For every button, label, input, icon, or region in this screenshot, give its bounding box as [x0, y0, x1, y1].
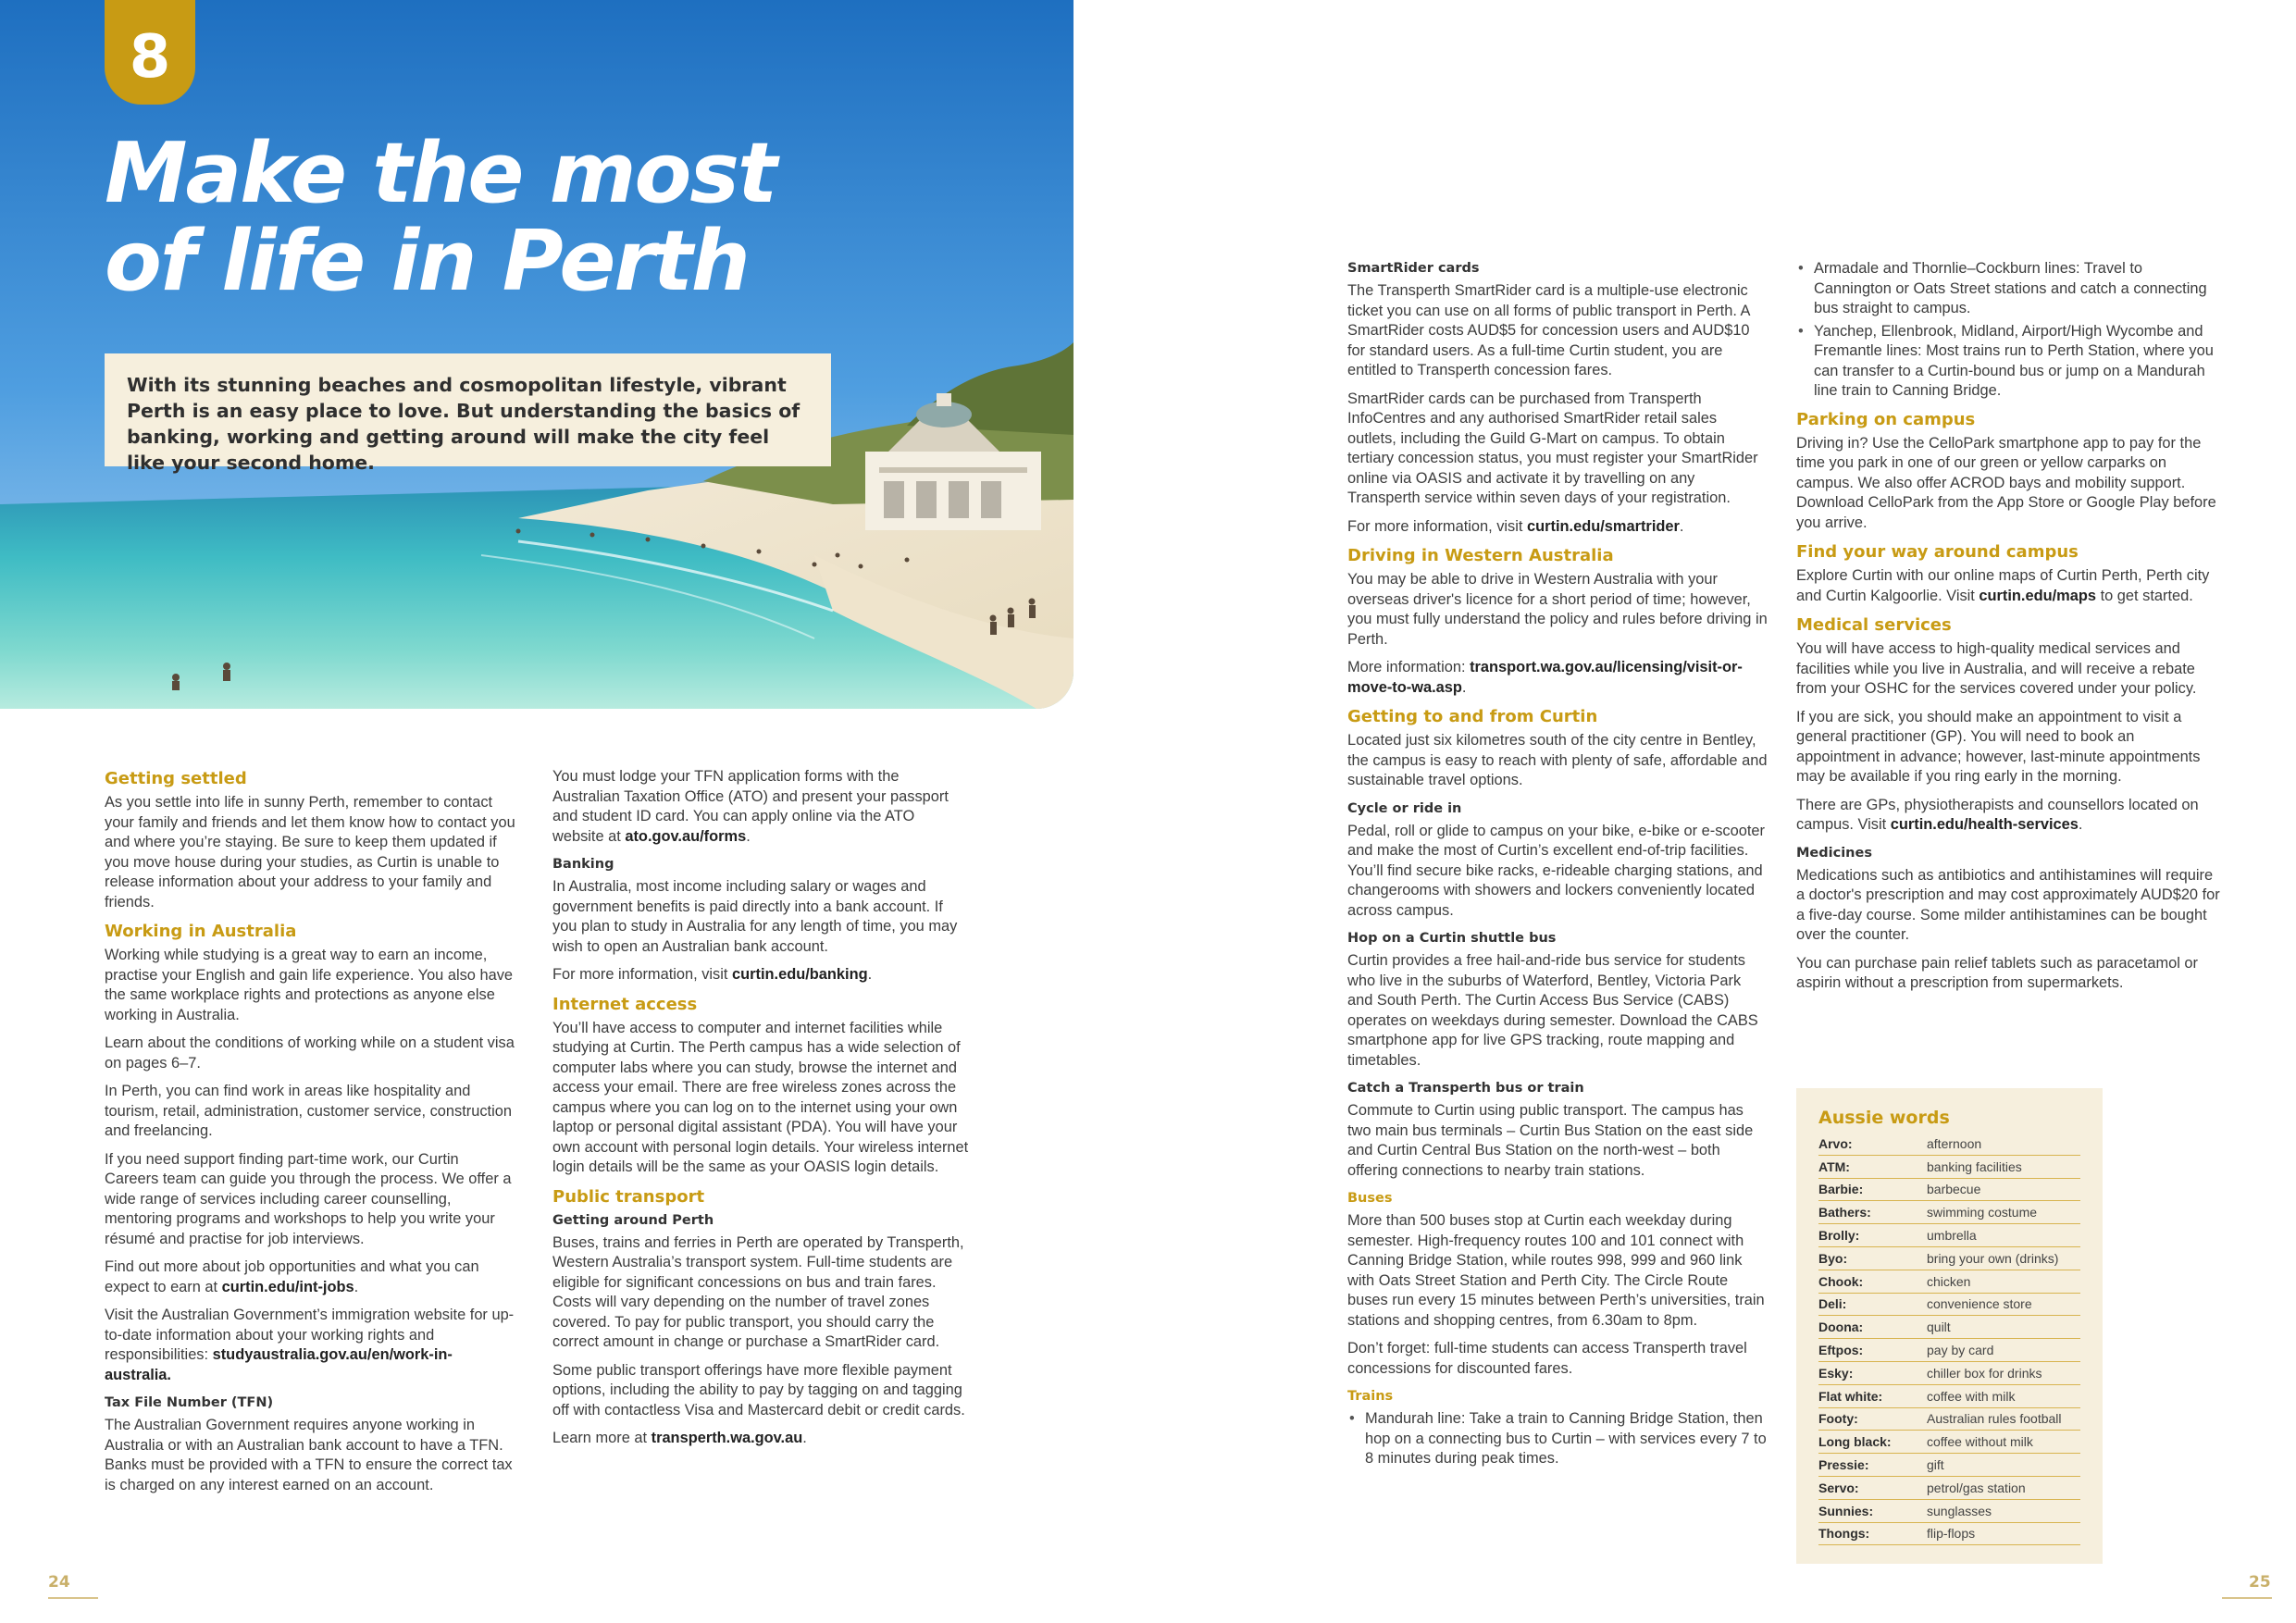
public-transport-paragraph-1: Buses, trains and ferries in Perth are operated by Transperth, Western Australia’s transport system. Full-time students are eligible for significant concessions on bus and train fares. Costs will vary depending on the number of travel zones covered. To pay for public transport, you should carry the correct amount in change or purchase a SmartRider card. — [552, 1233, 964, 1350]
glossary-definition: umbrella — [1927, 1228, 1977, 1244]
glossary-term: Bathers: — [1818, 1205, 1871, 1220]
public-transport-more — [552, 1429, 969, 1449]
column-4 — [1796, 259, 2222, 1002]
trains-list-item: • Mandurah line: Take a train to Canning Bridge Station, then hop on a connecting bus to Curtin – with services every 7 to 8 minutes during peak times. — [1347, 1409, 1769, 1469]
glossary-row — [1818, 1408, 2080, 1431]
smartrider-more — [1347, 517, 1769, 538]
glossary-definition: afternoon — [1927, 1135, 1982, 1151]
working-paragraph-6 — [105, 1306, 516, 1385]
page-title-line1: Make the most — [105, 125, 776, 222]
heading-smartrider: SmartRider cards — [1347, 261, 1480, 276]
heading-getting-to-curtin: Getting to and from Curtin — [1347, 707, 1598, 726]
glossary-definition: chiller box for drinks — [1927, 1365, 2042, 1381]
medicines-paragraph-1: Medications such as antibiotics and antihistamines will require a doctor's prescription and may cost approximately AUD$20 for a five-day course. Some milder antihistamines can be bought over the counter. — [1796, 866, 2220, 943]
glossary-row — [1818, 1477, 2080, 1500]
glossary-term: Long black: — [1818, 1434, 1892, 1450]
smartrider-paragraph-1: The Transperth SmartRider card is a multiple-use electronic ticket you can use on all forms of public transport in Perth. A SmartRider costs AUD$5 for concession users and AUD$10 for standard users. As a full-time Curtin student, you are entitled to Transperth concession fares. — [1347, 282, 1750, 378]
glossary-row — [1818, 1385, 2080, 1408]
transperth-more-end: . — [802, 1430, 807, 1446]
working-p5-end: . — [354, 1278, 359, 1295]
working-paragraph-2: Learn about the conditions of working while on a student visa on pages 6–7. — [105, 1035, 515, 1072]
glossary-definition: convenience store — [1927, 1296, 2032, 1312]
getting-settled-body: As you settle into life in sunny Perth, remember to contact your family and friends and let them know how to contact you and where you’re staying. Be sure to keep them updated if you move house during your studies, as Curtin is unable to release information about your address to your family and friends. — [105, 794, 515, 911]
getting-to-body: Located just six kilometres south of the city centre in Bentley, the campus is easy to reach with plenty of safe, affordable and sustainable travel options. — [1347, 732, 1768, 788]
find-way-body — [1796, 566, 2222, 606]
heading-buses: Buses — [1347, 1191, 1393, 1206]
working-paragraph-4: If you need support finding part-time work, our Curtin Careers team can guide you through the process. We offer a wide range of services including career counselling, mentoring programs and workshops to help you write your résumé and practise for job interviews. — [105, 1150, 512, 1247]
chapter-number-tab: 8 — [105, 0, 195, 105]
glossary-definition: Australian rules football — [1927, 1411, 2062, 1427]
glossary-term: Arvo: — [1818, 1135, 1853, 1151]
glossary-row — [1818, 1454, 2080, 1477]
column-1 — [105, 764, 516, 1504]
heading-tfn: Tax File Number (TFN) — [105, 1395, 274, 1410]
link-transport-licensing[interactable]: transport.wa.gov.au/licensing/visit-or-move-to-wa.asp — [1347, 659, 1743, 696]
working-p5-text: Find out more about job opportunities and what you can expect to earn at — [105, 1258, 479, 1295]
heading-internet-access: Internet access — [552, 994, 698, 1014]
glossary-row — [1818, 1362, 2080, 1385]
heading-find-your-way: Find your way around campus — [1796, 542, 2079, 562]
medical-paragraph-2: If you are sick, you should make an appointment to visit a general practitioner (GP). You will need to book an appointment in advance; however, last-minute appointments may be available if you ring early in the morning. — [1796, 708, 2201, 785]
glossary-row — [1818, 1133, 2080, 1156]
link-health-services[interactable]: curtin.edu/health-services — [1890, 816, 2079, 833]
glossary-definition: swimming costume — [1927, 1205, 2038, 1220]
heading-cycle: Cycle or ride in — [1347, 800, 1462, 816]
glossary-definition: bring your own (drinks) — [1927, 1250, 2059, 1266]
working-paragraph-3: In Perth, you can find work in areas like hospitality and tourism, retail, administration, customer service, construction and freelancing. — [105, 1083, 512, 1139]
link-banking[interactable]: curtin.edu/banking — [732, 966, 868, 983]
glossary-row — [1818, 1339, 2080, 1362]
glossary-definition: gift — [1927, 1457, 1944, 1473]
banking-more-text: For more information, visit — [552, 966, 733, 983]
glossary-term: Brolly: — [1818, 1228, 1860, 1244]
glossary-definition: flip-flops — [1927, 1526, 1976, 1542]
glossary-term: Thongs: — [1818, 1526, 1870, 1542]
banking-body: In Australia, most income including salary or wages and government benefits is paid directly into a bank account. If you plan to study in Australia for any length of time, you may wish to open an Australian bank account. — [552, 878, 958, 955]
glossary-row — [1818, 1201, 2080, 1224]
subheading-getting-around-perth: Getting around Perth — [552, 1212, 714, 1228]
shuttle-body: Curtin provides a free hail-and-ride bus service for students who live in the suburbs of Waterford, Bentley, Victoria Park and South Perth. The Curtin Access Bus Service (CABS) operates on weekdays during semester. Download the CABS smartphone app for live GPS tracking, route mapping and timetables. — [1347, 952, 1758, 1069]
glossary-definition: chicken — [1927, 1273, 1971, 1289]
tfn-cont-end: . — [746, 827, 751, 845]
glossary-term: Barbie: — [1818, 1182, 1864, 1197]
glossary-row — [1818, 1294, 2080, 1317]
glossary-row — [1818, 1247, 2080, 1270]
driving-more — [1347, 658, 1769, 698]
heading-medical-services: Medical services — [1796, 615, 1952, 635]
heading-shuttle: Hop on a Curtin shuttle bus — [1347, 931, 1557, 946]
smartrider-paragraph-2: SmartRider cards can be purchased from Transperth InfoCentres and any authorised SmartRider retail sales outlets, including the Guild G-Mart on campus. To obtain tertiary concession status, you must register your SmartRider online via OASIS and activate it by travelling on any Transperth service within seven days of your registration. — [1347, 390, 1758, 506]
glossary-term: Footy: — [1818, 1411, 1858, 1427]
parking-body: Driving in? Use the CelloPark smartphone app to pay for the time you park in one of our green or yellow carparks on campus. We also offer ACROD bays and mobility support. Download CelloPark from the App Store or Google Play before you arrive. — [1796, 434, 2216, 531]
link-maps[interactable]: curtin.edu/maps — [1979, 587, 2097, 604]
glossary-row — [1818, 1270, 2080, 1294]
driving-more-text: More information: — [1347, 659, 1471, 675]
internet-body: You’ll have access to computer and internet facilities while studying at Curtin. The Perth campus has a wide selection of computer labs where you can study, browse the internet and access your email. There are free wireless zones across the campus where you can log on to the internet using your own laptop or personal digital assistant (PDA). You will have your own account with personal login details. Your wireless internet login details will be the same as your OASIS login details. — [552, 1019, 969, 1175]
intro-callout: With its stunning beaches and cosmopolitan lifestyle, vibrant Perth is an easy place to love. But understanding the basics of banking, working and getting around will make the city feel like your second home. — [105, 353, 831, 466]
tfn-continued — [552, 767, 969, 847]
link-study-australia[interactable]: studyaustralia.gov.au/en/work-in-australia. — [105, 1346, 453, 1383]
glossary-row — [1818, 1500, 2080, 1523]
column-3 — [1347, 257, 1769, 1477]
page-title-line2: of life in Perth — [105, 213, 749, 310]
smartrider-more-text: For more information, visit — [1347, 517, 1528, 535]
heading-working-in-australia: Working in Australia — [105, 922, 297, 941]
glossary-term: Pressie: — [1818, 1457, 1869, 1473]
glossary-row — [1818, 1156, 2080, 1179]
driving-more-end: . — [1461, 678, 1467, 696]
trains-list-item: • Armadale and Thornlie–Cockburn lines: Travel to Cannington or Oats Street stations and catch a connecting bus straight to campus. — [1796, 259, 2222, 319]
find-way-end: to get started. — [2096, 587, 2193, 604]
glossary-term: Chook: — [1818, 1273, 1864, 1289]
glossary-term: Sunnies: — [1818, 1503, 1874, 1518]
heading-medicines: Medicines — [1796, 845, 1872, 861]
glossary-definition: barbecue — [1927, 1182, 1981, 1197]
transperth-more-text: Learn more at — [552, 1430, 652, 1446]
aussie-words-box — [1796, 1088, 2103, 1564]
driving-body: You may be able to drive in Western Australia with your overseas driver's licence for a short period of time; however, you must fully understand the policy and rules before driving in Perth. — [1347, 571, 1768, 648]
glossary-definition: sunglasses — [1927, 1503, 1992, 1518]
glossary-definition: petrol/gas station — [1927, 1480, 2026, 1495]
glossary-term: Servo: — [1818, 1480, 1859, 1495]
glossary-row — [1818, 1316, 2080, 1339]
glossary-term: Eftpos: — [1818, 1343, 1864, 1358]
aussie-words-heading: Aussie words — [1818, 1108, 1950, 1128]
glossary-definition: pay by card — [1927, 1343, 1994, 1358]
trains-list — [1347, 1409, 1769, 1469]
working-p6-text: Visit the Australian Government’s immigration website for up-to-date information about your working rights and responsibilities: — [105, 1307, 515, 1363]
glossary-term: Byo: — [1818, 1250, 1848, 1266]
glossary-row — [1818, 1224, 2080, 1247]
glossary-row — [1818, 1431, 2080, 1454]
medicines-paragraph-2: You can purchase pain relief tablets such as paracetamol or aspirin without a prescription from supermarkets. — [1796, 954, 2199, 991]
link-transperth[interactable]: transperth.wa.gov.au — [651, 1430, 803, 1446]
page-number-right: 25 — [2249, 1573, 2271, 1592]
trains-list-continued — [1796, 259, 2222, 402]
heading-driving: Driving in Western Australia — [1347, 546, 1614, 565]
buses-body: More than 500 buses stop at Curtin each weekday during semester. High-frequency routes 100 and 101 connect with Canning Bridge Station, while routes 998, 999 and 960 link with Oats Street Station and Perth City. The Circle Route buses run every 15 minutes between Perth’s universities, train stations and shopping centres, from 6.30am to 8pm. — [1347, 1212, 1765, 1329]
working-paragraph-5 — [105, 1258, 516, 1297]
banking-more — [552, 965, 969, 985]
cycle-body: Pedal, roll or glide to campus on your bike, e-bike or e-scooter and make the most of Curtin’s excellent end-of-trip facilities. You’ll find secure bike racks, e-rideable charging stations, and changerooms with showers and lockers conveniently located across campus. — [1347, 822, 1765, 919]
heading-catch-bus-train: Catch a Transperth bus or train — [1347, 1081, 1584, 1096]
glossary-definition: coffee without milk — [1927, 1434, 2033, 1450]
heading-getting-settled: Getting settled — [105, 769, 247, 788]
medical-paragraph-3 — [1796, 796, 2222, 836]
glossary-definition: coffee with milk — [1927, 1388, 2016, 1404]
medical-p3-text: There are GPs, physiotherapists and counsellors located on campus. Visit — [1796, 796, 2199, 833]
glossary-term: Deli: — [1818, 1296, 1847, 1312]
link-ato-forms[interactable]: ato.gov.au/forms — [625, 827, 747, 845]
public-transport-paragraph-2: Some public transport offerings have more flexible payment options, including the ability to pay by tagging on and tagging off with contactless Visa and Mastercard debit or credit cards. — [552, 1361, 965, 1419]
glossary-definition: banking facilities — [1927, 1158, 2022, 1174]
glossary-row — [1818, 1523, 2080, 1546]
link-smartrider[interactable]: curtin.edu/smartrider — [1527, 517, 1680, 535]
link-int-jobs[interactable]: curtin.edu/int-jobs — [221, 1278, 354, 1295]
page-title — [105, 125, 776, 310]
trains-list-item: • Yanchep, Ellenbrook, Midland, Airport/High Wycombe and Fremantle lines: Most trains run to Perth Station, where you can transfer to a Curtin-bound bus or jump on a Mandurah line train to Canning Bridge. — [1796, 322, 2222, 402]
glossary-definition: quilt — [1927, 1319, 1951, 1335]
tfn-body: The Australian Government requires anyone working in Australia or with an Australian bank account to have a TFN. Banks must be provided with a TFN to ensure the correct tax is charged on any interest earned on an account. — [105, 1417, 513, 1493]
tfn-cont-text: You must lodge your TFN application forms with the Australian Taxation Office (ATO) and present your passport and student ID card. You can apply online via the ATO website at — [552, 768, 949, 845]
buses-note: Don’t forget: full-time students can access Transperth travel concessions for discounted fares. — [1347, 1340, 1747, 1377]
heading-trains: Trains — [1347, 1389, 1394, 1404]
heading-parking: Parking on campus — [1796, 409, 1976, 429]
medical-paragraph-1: You will have access to high-quality medical services and facilities while you live in Australia, and will receive a rebate from your OSHC for the services covered under your policy. — [1796, 640, 2197, 697]
medical-p3-end: . — [2078, 816, 2083, 833]
smartrider-more-end: . — [1679, 517, 1684, 535]
page-number-rule-left — [48, 1597, 98, 1599]
glossary-row — [1818, 1179, 2080, 1202]
column-2 — [552, 767, 969, 1457]
glossary-term: Esky: — [1818, 1365, 1854, 1381]
page-number-left: 24 — [48, 1573, 70, 1592]
glossary-term: ATM: — [1818, 1158, 1850, 1174]
find-way-text: Explore Curtin with our online maps of Curtin Perth, Perth city and Curtin Kalgoorlie. Visit — [1796, 567, 2210, 604]
heading-banking: Banking — [552, 857, 614, 872]
working-paragraph-1: Working while studying is a great way to earn an income, practise your English and gain life experience. You also have the same workplace rights and protections as anyone else working in Australia. — [105, 947, 514, 1023]
glossary-term: Flat white: — [1818, 1388, 1883, 1404]
glossary-term: Doona: — [1818, 1319, 1864, 1335]
page-number-rule-right — [2222, 1597, 2272, 1599]
banking-more-end: . — [867, 966, 873, 983]
aussie-words-list — [1818, 1133, 2080, 1545]
catch-body: Commute to Curtin using public transport. The campus has two main bus terminals – Curtin Bus Station on the east side and Curtin Central Bus Station on the north-west – both offering connections to nearby train stations. — [1347, 1102, 1754, 1179]
heading-public-transport: Public transport — [552, 1186, 705, 1207]
